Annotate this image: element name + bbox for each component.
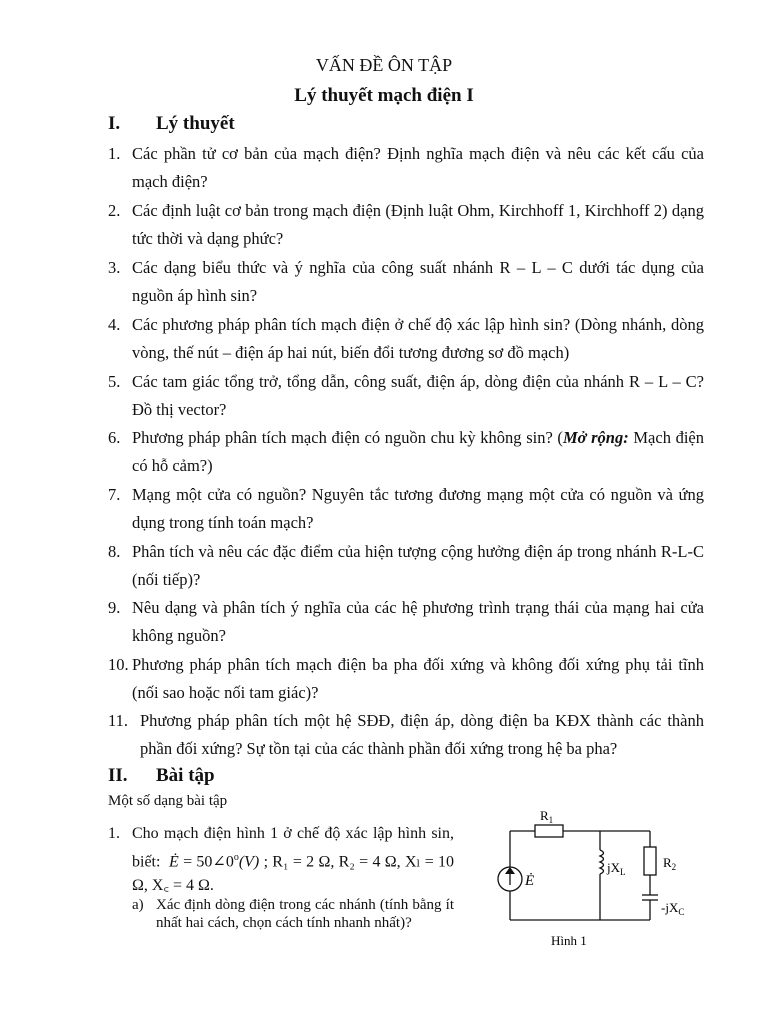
item-number: 11. bbox=[108, 711, 129, 730]
theory-item-7 bbox=[108, 481, 704, 537]
theory-item-1 bbox=[108, 140, 704, 196]
capacitor-label: $-jX_C$ bbox=[661, 900, 685, 917]
item-emphasis: Mở rộng: bbox=[562, 428, 629, 447]
inductor-label: $jX_L$ bbox=[607, 860, 626, 877]
exercise-text bbox=[108, 822, 454, 898]
exercise-params: ; R₁ = 2 Ω, R₂ = 4 Ω, Xₗ = 10 Ω, X꜀ = 4 Ω. bbox=[132, 853, 455, 895]
document-title: VẤN ĐỀ ÔN TẬP bbox=[315, 55, 453, 75]
item-number: 7. bbox=[108, 485, 121, 504]
item-number: 8. bbox=[108, 542, 121, 561]
item-text-part: Mạch điện có hỗ cảm?) bbox=[132, 428, 705, 475]
theory-item-10 bbox=[108, 651, 704, 707]
exercise-number: 1. bbox=[108, 825, 120, 842]
section-1-heading bbox=[108, 113, 235, 135]
section-2-intro: Một số dạng bài tập bbox=[108, 793, 228, 809]
r1-label: $R_1$ bbox=[540, 808, 554, 825]
theory-item-6 bbox=[108, 424, 704, 480]
theory-item-4 bbox=[108, 311, 704, 367]
emf-degree: o bbox=[233, 852, 239, 863]
theory-item-11 bbox=[108, 707, 704, 763]
item-text: Các tam giác tổng trở, tổng dẫn, công suất, điện áp, dòng điện của nhánh R – L – C? Đồ thị vector? bbox=[132, 372, 704, 419]
item-number: 5. bbox=[108, 372, 121, 391]
theory-item-2 bbox=[108, 197, 704, 253]
theory-item-9 bbox=[108, 594, 704, 650]
item-number: 4. bbox=[108, 315, 121, 334]
section-2-heading bbox=[108, 765, 215, 787]
figure-caption: Hình 1 bbox=[551, 933, 587, 948]
emf-unit: (V) bbox=[238, 853, 260, 871]
item-text: Các phần tử cơ bản của mạch điện? Định nghĩa mạch điện và nêu các kết cấu của mạch điện? bbox=[132, 144, 704, 191]
item-text: Phân tích và nêu các đặc điểm của hiện tượng cộng hưởng điện áp trong nhánh R-L-C (nối tiếp)? bbox=[132, 542, 704, 589]
source-label: Ė bbox=[525, 873, 535, 889]
item-text: Mạng một cửa có nguồn? Nguyên tắc tương đương mạng một cửa có nguồn và ứng dụng trong tính toán mạch? bbox=[132, 485, 704, 532]
circuit-figure bbox=[495, 805, 695, 955]
emf-value: = 50∠0 bbox=[178, 853, 234, 871]
item-number: 2. bbox=[108, 201, 121, 220]
section-1-number: I. bbox=[108, 113, 121, 134]
item-number: 1. bbox=[108, 144, 121, 163]
exercise-1-part-a bbox=[132, 896, 454, 932]
item-number: 9. bbox=[108, 598, 121, 617]
item-text: Các định luật cơ bản trong mạch điện (Định luật Ohm, Kirchhoff 1, Kirchhoff 2) dạng tức thời và dạng phức? bbox=[132, 201, 704, 248]
item-number: 6. bbox=[108, 428, 121, 447]
inductor bbox=[600, 850, 604, 874]
item-text bbox=[108, 424, 704, 480]
r2-label: $R_2$ bbox=[663, 855, 677, 872]
section-2-number: II. bbox=[108, 765, 128, 786]
resistor-r1 bbox=[535, 825, 563, 837]
item-number: 3. bbox=[108, 258, 121, 277]
theory-item-5 bbox=[108, 368, 704, 424]
item-text: Các phương pháp phân tích mạch điện ở chế độ xác lập hình sin? (Dòng nhánh, dòng vòng, thế nút – điện áp hai nút, biến đổi tương đương sơ đồ mạch) bbox=[132, 315, 704, 362]
item-text: Phương pháp phân tích một hệ SĐĐ, điện áp, dòng điện ba KĐX thành các thành phần đối xứng? Sự tồn tại của các thành phần đối xứng trong hệ ba pha? bbox=[140, 711, 704, 758]
item-text: Phương pháp phân tích mạch điện ba pha đối xứng và không đối xứng phụ tải tĩnh (nối sao hoặc nối tam giác)? bbox=[132, 655, 704, 702]
section-2-label: Bài tập bbox=[156, 765, 215, 786]
theory-item-3 bbox=[108, 254, 704, 310]
resistor-r2 bbox=[644, 847, 656, 875]
emf-symbol: Ė bbox=[169, 853, 179, 871]
item-text-part: Phương pháp phân tích mạch điện có nguồn chu kỳ không sin? ( bbox=[132, 428, 563, 447]
part-text: Xác định dòng điện trong các nhánh (tính bằng ít nhất hai cách, chọn cách tính nhanh nhất)? bbox=[156, 897, 454, 931]
exercise-1 bbox=[108, 822, 454, 898]
item-text: Các dạng biểu thức và ý nghĩa của công suất nhánh R – L – C dưới tác dụng của nguồn áp hình sin? bbox=[132, 258, 704, 305]
item-text: Nêu dạng và phân tích ý nghĩa của các hệ phương trình trạng thái của mạng hai cửa không nguồn? bbox=[132, 598, 704, 645]
item-number: 10. bbox=[108, 655, 129, 674]
exercise-line: Cho mạch điện hình 1 ở chế độ xác lập hình sin, biết: bbox=[132, 825, 454, 871]
part-label: a) bbox=[132, 897, 144, 913]
theory-item-8 bbox=[108, 538, 704, 594]
document-subtitle: Lý thuyết mạch điện I bbox=[294, 85, 474, 106]
section-1-label: Lý thuyết bbox=[156, 113, 235, 134]
